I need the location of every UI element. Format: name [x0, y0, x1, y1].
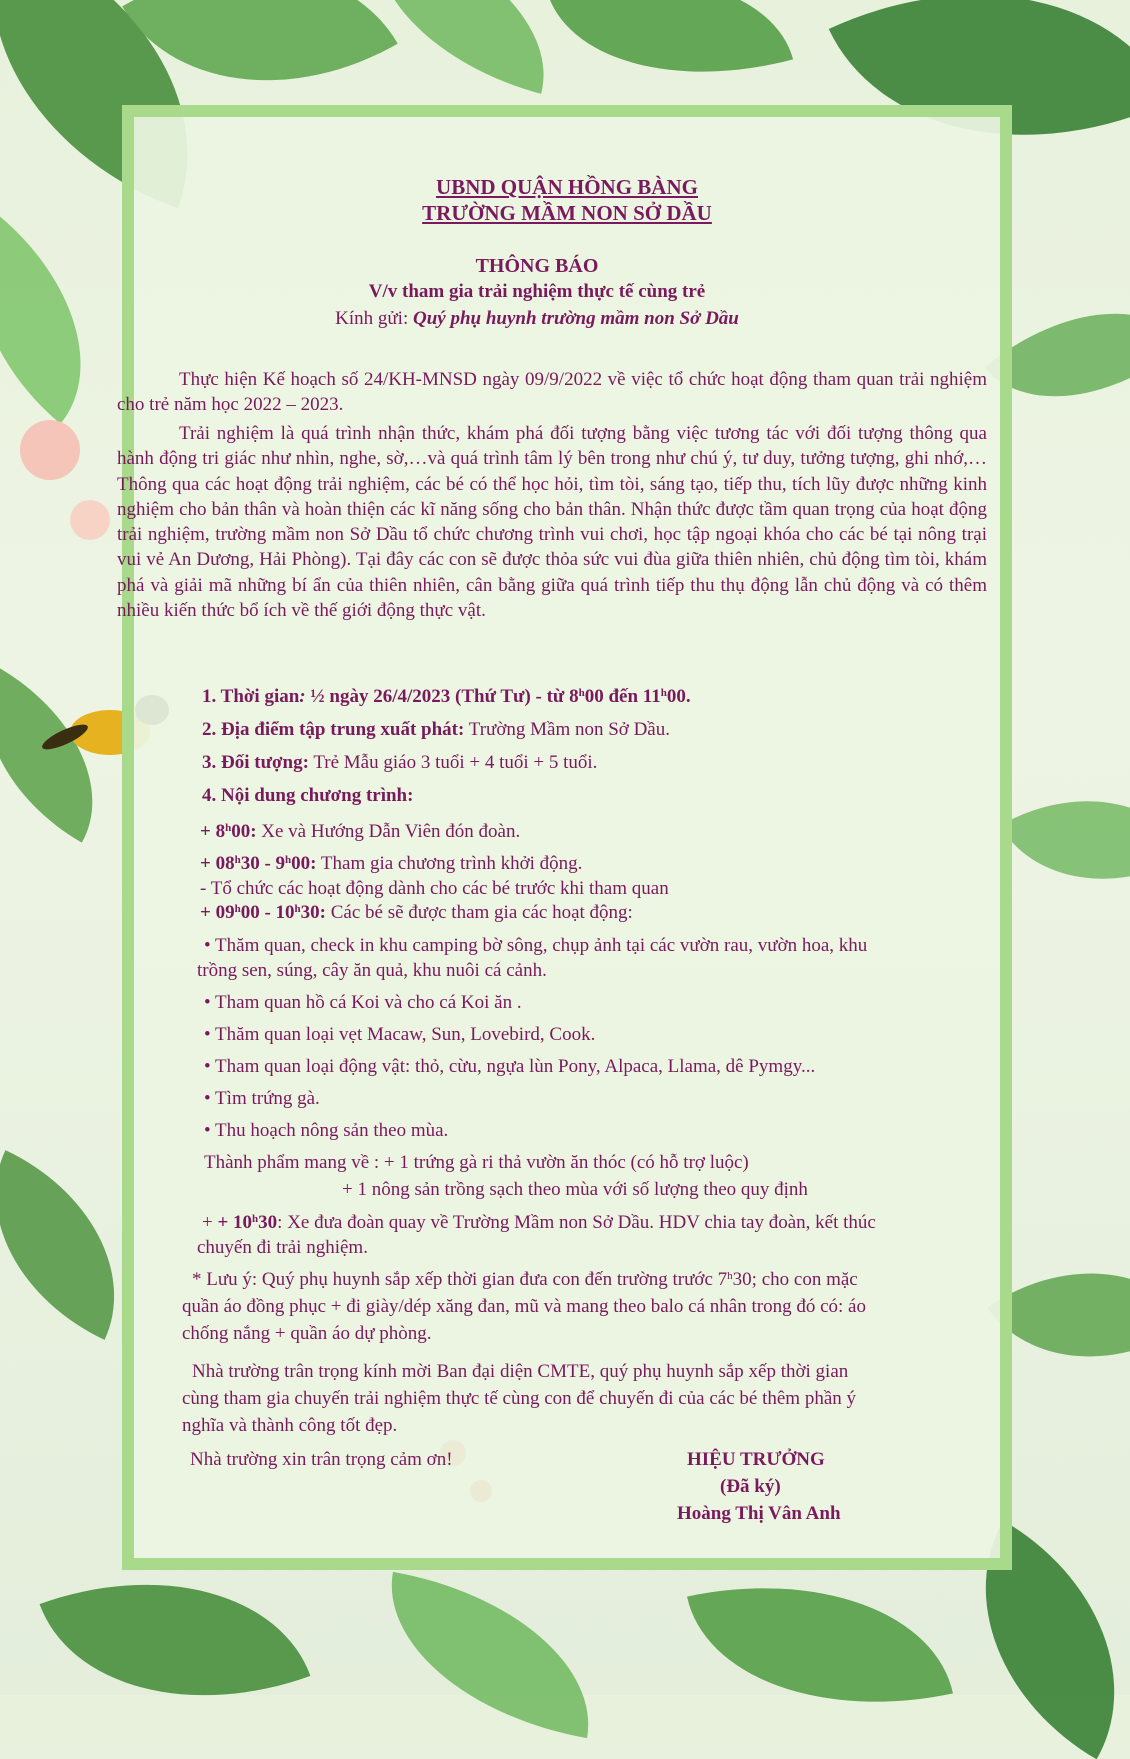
note-line-3: chống nắng + quần áo dự phòng.	[182, 1323, 432, 1344]
note-line-2: quần áo đồng phục + đi giày/dép xăng đan, mũ và mang theo balo cá nhân trong đó có: áo	[182, 1296, 866, 1317]
schedule-0800: + $8^h00$: Xe và Hướng Dẫn Viên đón đoàn.	[200, 821, 521, 842]
notice-title: THÔNG BÁO	[475, 255, 599, 277]
activity-bullet-1-cont: trồng sen, súng, cây ăn quả, khu nuôi cá cảnh.	[197, 960, 547, 981]
closing-line-2: cùng tham gia chuyến trải nghiệm thực tế cùng con để chuyến đi của các bé thêm phần ý	[182, 1388, 856, 1409]
paragraph-plan: Thực hiện Kế hoạch số 24/KH-MNSD ngày 09/9/2022 về việc tổ chức hoạt động tham quan trải nghiệm cho trẻ năm học 2022 – 2023.	[117, 369, 987, 415]
activity-bullet-1: • Thăm quan, check in khu camping bờ sông, chụp ảnh tại các vườn rau, vườn hoa, khu	[204, 935, 868, 956]
leaf-icon	[1000, 751, 1130, 930]
recipient-name: Quý phụ huynh trường mầm non Sở Dầu	[412, 308, 739, 329]
product-line-2: + 1 nông sản trồng sạch theo mùa với số lượng theo quy định	[342, 1179, 808, 1200]
activity-bullet-2: • Tham quan hồ cá Koi và cho cá Koi ăn .	[204, 992, 522, 1013]
leaf-icon	[687, 1547, 953, 1744]
activity-bullet-3: • Thăm quan loại vẹt Macaw, Sun, Lovebird, Cook.	[204, 1024, 596, 1045]
signature-role: HIỆU TRƯỞNG	[687, 1449, 825, 1470]
recipient-label: Kính gửi:	[335, 308, 409, 329]
org-line1: UBND QUẬN HỒNG BÀNG	[436, 175, 698, 199]
schedule-1030: + + $10^h30$: Xe đưa đoàn quay về Trường Mầm non Sở Dầu. HDV chia tay đoàn, kết thúc	[202, 1212, 876, 1233]
paragraph-experience: Trải nghiệm là quá trình nhận thức, khám phá đối tượng bằng việc tương tác với đối tượng thông qua hành động tri giác như nhìn, nghe, sờ,…và quá trình tâm lý bên trong như chú ý, tư duy, tưởng tượng, ghi nhớ,… Thông qua các hoạt động trải nghiệm, các bé có thể học hỏi, tìm tòi, sáng tạo, tiếp thu, tích lũy được những kinh nghiệm cho bản thân và hoàn thiện các kĩ năng sống cho bản thân. Nhận thức được tầm quan trọng của hoạt động trải nghiệm, trường mầm non Sở Dầu tổ chức chương trình vui chơi, học tập ngoại khóa cho các bé tại nông trại vui vẻ An Dương, Hải Phòng). Tại đây các con sẽ được thỏa sức vui đùa giữa thiên nhiên, chủ động tìm tòi, khám phá và giải mã những bí ẩn của thiên nhiên, cân bằng giữa quá trình tiếp thu thụ động lẫn chủ động và có thêm nhiều kiến thức bổ ích về thế giới động thực vật.	[117, 423, 987, 622]
signature-signed: (Đã ký)	[720, 1476, 781, 1497]
flower-icon	[20, 420, 80, 480]
notice-document	[117, 105, 1012, 1570]
item-program: 4. Nội dung chương trình:	[202, 785, 414, 806]
note-line-1: * Lưu ý: Quý phụ huynh sắp xếp thời gian đưa con đến trường trước 7$^h$30; cho con mặc	[192, 1269, 858, 1290]
item-location: 2. Địa điểm tập trung xuất phát: Trường Mầm non Sở Dầu.	[202, 719, 670, 740]
item-audience: 3. Đối tượng: Trẻ Mẫu giáo 3 tuổi + 4 tuổi + 5 tuổi.	[202, 752, 598, 773]
schedule-0830-note: - Tổ chức các hoạt động dành cho các bé trước khi tham quan	[200, 878, 669, 899]
recipient-line	[92, 308, 982, 330]
schedule-0900: + $09^h00 - 10^h30$: Các bé sẽ được tham gia các hoạt động:	[200, 902, 633, 923]
activity-bullet-4: • Tham quan loại động vật: thỏ, cừu, ngựa lùn Pony, Alpaca, Llama, dê Pymgy...	[204, 1056, 816, 1077]
leaf-icon	[547, 0, 793, 116]
schedule-0830: + $08^h30 - 9^h00$: Tham gia chương trình khởi động.	[200, 853, 583, 874]
schedule-1030-cont: chuyến đi trải nghiệm.	[197, 1237, 368, 1258]
closing-line-3: nghĩa và thành công tốt đẹp.	[182, 1415, 398, 1436]
activity-bullet-5: • Tìm trứng gà.	[204, 1088, 320, 1109]
org-line2: TRƯỜNG MẦM NON SỞ DẦU	[422, 201, 712, 225]
activity-bullet-6: • Thu hoạch nông sản theo mùa.	[204, 1120, 449, 1141]
flower-icon	[70, 500, 110, 540]
leaf-icon	[370, 1572, 609, 1738]
thanks-line: Nhà trường xin trân trọng cảm ơn!	[190, 1449, 453, 1470]
signature-name: Hoàng Thị Vân Anh	[677, 1503, 841, 1524]
item-time: 1. Thời gian: ½ ngày 26/4/2023 (Thứ Tư) - từ 8$^h$00 đến 11$^h$00.	[202, 686, 691, 707]
closing-line-1: Nhà trường trân trọng kính mời Ban đại diện CMTE, quý phụ huynh sắp xếp thời gian	[192, 1361, 849, 1382]
product-line-1: Thành phẩm mang về : + 1 trứng gà ri thả vườn ăn thóc (có hỗ trợ luộc)	[204, 1152, 749, 1173]
notice-subject: V/v tham gia trải nghiệm thực tế cùng trẻ	[368, 281, 706, 302]
